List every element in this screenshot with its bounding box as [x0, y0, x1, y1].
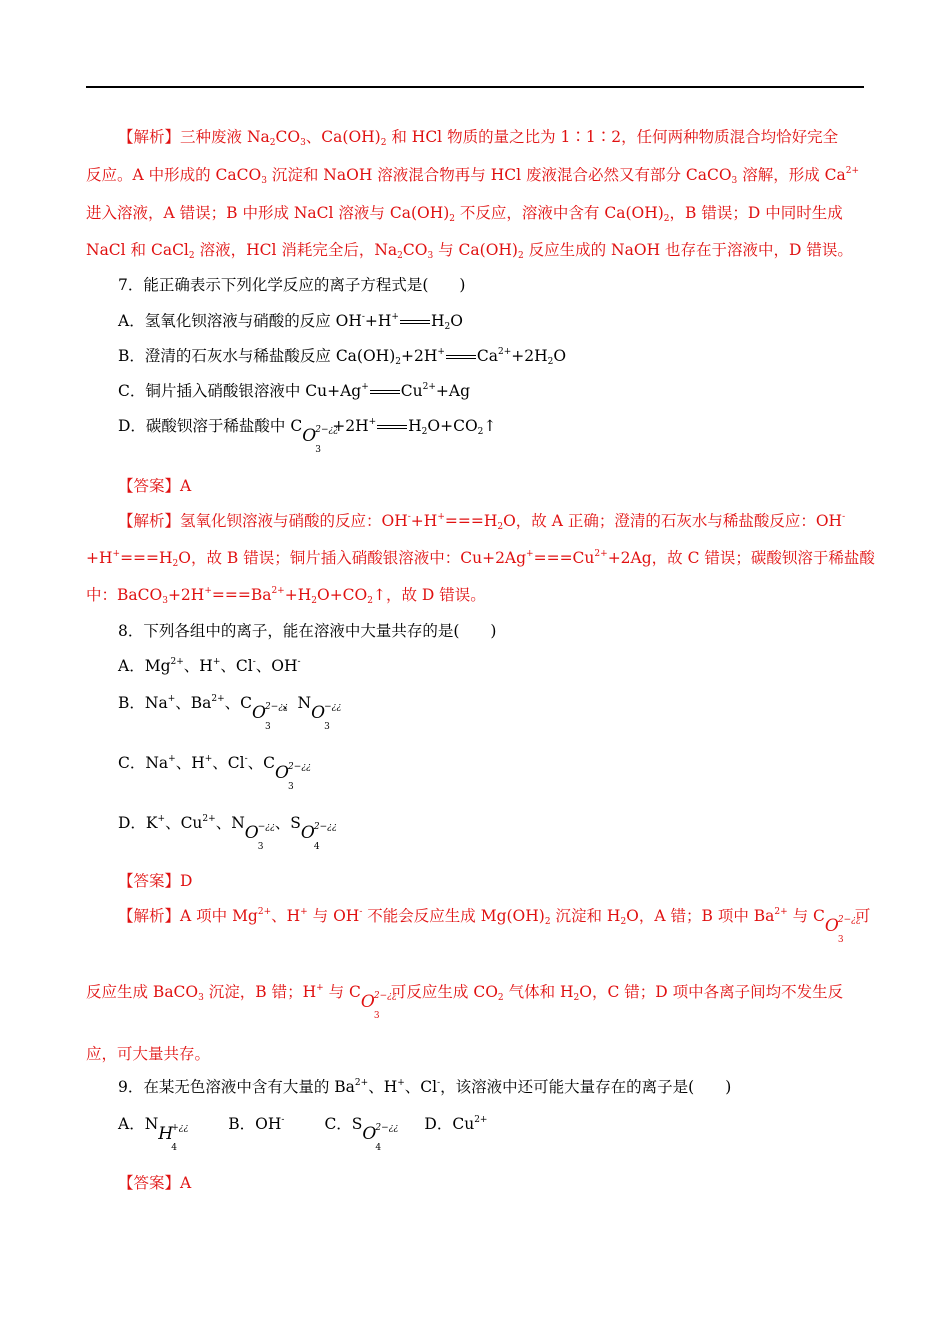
q7-analysis-line-2: $+H^+===H_2O$，故 B 错误；铜片插入硝酸银溶液中：$Cu+2Ag^+===Cu^{2+}+2Ag$，故 C 错误；碳酸钡溶于稀盐酸 — [86, 549, 875, 569]
q8-option-d: D．K+、$Cu^{2+}$、N O 3 −¿¿ 、S O 4 2−¿¿ — [118, 814, 337, 852]
q9-option-b: B．OH- — [228, 1115, 285, 1133]
q7-option-b: B．澄清的石灰水与稀盐酸反应 $Ca(OH)_2+2H^+$ $Ca^{2+}+2H_2O$ — [118, 347, 567, 367]
q9-answer: 【答案】A — [118, 1174, 192, 1192]
q7-analysis-line-3: 中：$BaCO_3+2H^+===Ba^{2+}+H_2O+CO_2↑$，故 D 错误。 — [86, 586, 486, 606]
q7-option-a: A．氢氧化钡溶液与硝酸的反应 OH-+H+ $H_2O$ — [118, 312, 463, 332]
equals-sign — [446, 355, 476, 359]
carbonate-ion: O 3 2−¿¿ — [275, 762, 311, 792]
prev-analysis-line-4: NaCl 和 CaCl$_2$ 溶液，HCl 消耗完全后，$Na_2CO_3$ 与 $Ca(OH)_2$ 反应生成的 NaOH 也存在于溶液中，D 错误。 — [86, 241, 853, 261]
carbonate-ion: O 3 2−¿¿ — [360, 991, 397, 1021]
q8-option-a: A．$Mg^{2+}$、H+、Cl-、OH- — [118, 657, 301, 675]
q7-stem: 7．能正确表示下列化学反应的离子方程式是( ) — [118, 276, 466, 294]
q9-options — [118, 1113, 896, 1153]
header-rule — [86, 86, 864, 88]
prev-analysis-line-1: 【解析】三种废液 $Na_2CO_3$、$Ca(OH)_2$ 和 HCl 物质的量之比为 1∶1∶2，任何两种物质混合均恰好完全 — [118, 128, 839, 148]
q8-analysis-line-3: 应，可大量共存。 — [86, 1045, 211, 1063]
q8-stem: 8．下列各组中的离子，能在溶液中大量共存的是( ) — [118, 622, 497, 640]
nitrate-ion: O 3 −¿¿ — [311, 702, 342, 732]
q7-option-c: C．铜片插入硝酸银溶液中 Cu+Ag+ $Cu^{2+}+Ag$ — [118, 382, 471, 400]
nitrate-ion: O 3 −¿¿ — [244, 822, 275, 852]
q7-option-d: D．碳酸钡溶于稀盐酸中 C O 3 2−¿¿ +2H+ $H_2O+CO_2↑$ — [118, 417, 497, 455]
equals-sign — [370, 390, 400, 394]
q8-analysis-line-1: 【解析】A 项中 $Mg^{2+}$、H+ 与 OH- 不能会反应生成 $Mg(OH)_2$ 沉淀和 $H_2O$，A 错；B 项中 $Ba^{2+}$ 与 C O 3 2−¿¿ 可 — [118, 907, 871, 945]
q8-option-c: C．Na+、H+、Cl-、C O 3 2−¿¿ — [118, 754, 311, 792]
q8-analysis-line-2: 反应生成 BaCO$_3$ 沉淀，B 错；H+ 与 C O 3 2−¿¿ 可反应生成 $CO_2$ 气体和 $H_2O$，C 错；D 项中各离子间均不发生反 — [86, 983, 844, 1021]
sulfate-ion: O 4 2−¿¿ — [300, 822, 337, 852]
q7-analysis-line-1: 【解析】氢氧化钡溶液与硝酸的反应：$OH^-+H^+===H_2O$，故 A 正确；澄清的石灰水与稀盐酸反应：OH- — [118, 512, 846, 532]
q9-option-d: D．$Cu^{2+}$ — [424, 1115, 488, 1133]
ammonium-ion: H 4 +¿¿ — [158, 1123, 189, 1153]
carbonate-ion: O 3 2−¿¿ — [302, 425, 339, 455]
q8-option-b: B．Na+、$Ba^{2+}$、C O 3 2−¿¿ 、N O 3 −¿¿ — [118, 694, 342, 732]
prev-analysis-line-3: 进入溶液，A 错误；B 中形成 NaCl 溶液与 $Ca(OH)_2$ 不反应，溶液中含有 $Ca(OH)_2$，B 错误；D 中同时生成 — [86, 204, 843, 224]
carbonate-ion: O 3 2−¿¿ — [252, 702, 288, 732]
equals-sign — [400, 320, 430, 324]
sulfate-ion: O 4 2−¿¿ — [362, 1123, 399, 1153]
q7-answer: 【答案】A — [118, 477, 192, 495]
q9-stem: 9．在某无色溶液中含有大量的 $Ba^{2+}$、H+、Cl-，该溶液中还可能大量存在的离子是( ) — [118, 1078, 732, 1096]
carbonate-ion: O 3 2−¿¿ — [824, 915, 861, 945]
equals-sign — [377, 425, 407, 429]
prev-analysis-line-2: 反应。A 中形成的 CaCO$_3$ 沉淀和 NaOH 溶液混合物再与 HCl 废液混合必然又有部分 CaCO$_3$ 溶解，形成 $Ca^{2+}$ — [86, 166, 860, 186]
q8-answer: 【答案】D — [118, 872, 193, 890]
q9-option-c: C．S O 4 2−¿¿ — [324, 1115, 399, 1153]
q9-option-a: A．N H 4 +¿¿ — [118, 1115, 189, 1153]
